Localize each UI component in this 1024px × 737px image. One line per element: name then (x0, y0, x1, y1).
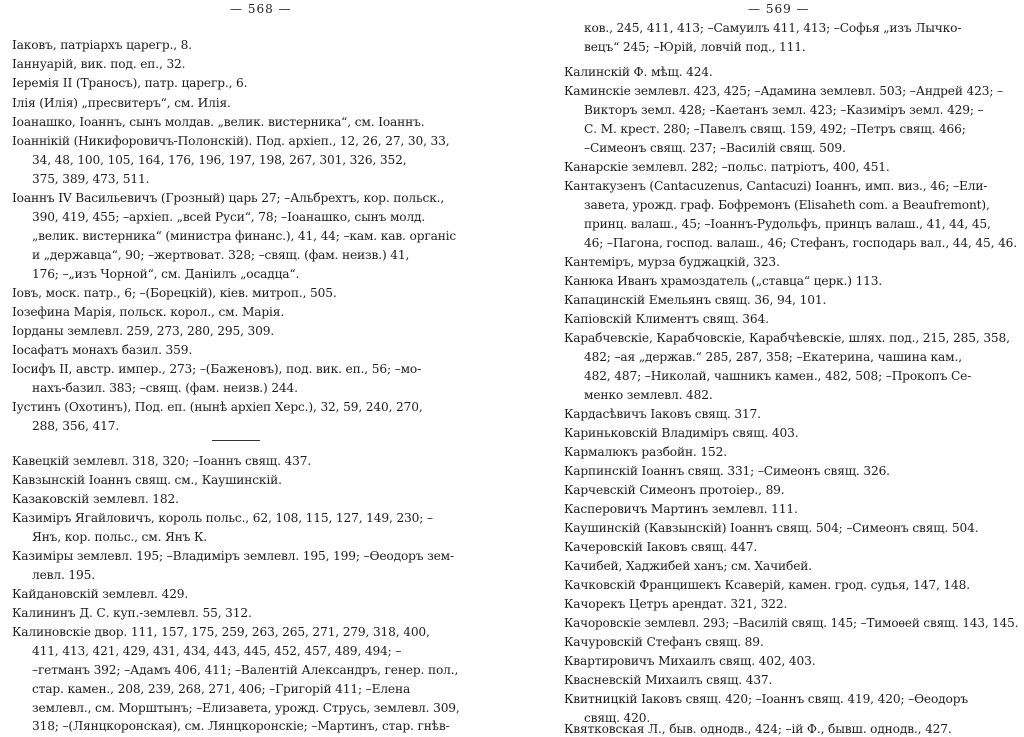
index-line: Каушинскій (Кавзынскій) Іоаннъ свящ. 504; –Симеонъ свящ. 504. (564, 521, 979, 535)
index-line: Качибей, Хаджибей ханъ; см. Хачибей. (564, 559, 812, 573)
index-line: 390, 419, 455; –архіеп. „всей Руси“, 78; –Іоанашко, сынъ молд. (32, 210, 426, 224)
index-line: завета, урожд. граф. Бофремонъ (Elisaheth com. a Beaufremont), (584, 198, 990, 212)
index-line: Качоровскіе землевл. 293; –Василій свящ. 145; –Тимоѳей свящ. 143, 145. (564, 616, 1019, 630)
left-page-number: — 568 — (230, 2, 292, 16)
index-line: Викторъ земл. 428; –Каетанъ земл. 423; –Казиміръ земл. 429; – (584, 103, 984, 117)
index-line: Квятковская Л., быв. однодв., 424; –ій Ф., бывш. однодв., 427. (564, 722, 952, 736)
index-line: Казиміры землевл. 195; –Владиміръ землевл. 195, 199; –Ѳеодоръ зем- (12, 549, 454, 563)
index-line: и „державца“, 90; –жертвоват. 328; –свящ. (фам. неизв.) 41, (32, 248, 410, 262)
index-line: Карабчевскіе, Карабчовскіе, Карабчѣевскіе, шлях. под., 215, 285, 358, (564, 331, 1010, 345)
right-page-lines (512, 0, 1024, 737)
index-line: Канюка Иванъ храмоздатель („ставца“ церк.) 113. (564, 274, 883, 288)
index-line: Качеровскій Іаковъ свящ. 447. (564, 540, 758, 554)
index-line: Іосифъ II, австр. импер., 273; –(Баженовъ), под. вик. еп., 56; –мо- (12, 362, 422, 376)
index-line: Ілія (Илія) „пресвитеръ“, см. Илія. (12, 96, 231, 110)
index-line: 482, 487; –Николай, чашникъ камен., 482, 508; –Прокопъ Се- (584, 369, 972, 383)
index-line: Квитницкій Іаковъ свящ. 420; –Іоаннъ свящ. 419, 420; –Ѳеодоръ (564, 692, 968, 706)
index-line: Кантеміръ, мурза буджацкій, 323. (564, 255, 780, 269)
index-line: Іустинъ (Охотинъ), Под. еп. (нынѣ архіеп Херс.), 32, 59, 240, 270, (12, 400, 423, 414)
index-line: Карчевскій Симеонъ протоіер., 89. (564, 483, 785, 497)
index-line: Кавзынскій Іоаннъ свящ. см., Каушинскій. (12, 473, 282, 487)
index-line: Іозефина Марія, польск. корол., см. Марія. (12, 305, 285, 319)
index-line: Іаковъ, патріархъ царегр., 8. (12, 38, 193, 52)
index-line: 34, 48, 100, 105, 164, 176, 196, 197, 198, 267, 301, 326, 352, (32, 153, 407, 167)
index-line: Іаннуарій, вик. под. еп., 32. (12, 57, 186, 71)
section-divider (212, 440, 260, 441)
index-line: Кантакузенъ (Cantacuzenus, Cantacuzi) Іоаннъ, имп. виз., 46; –Ели- (564, 179, 988, 193)
index-line: Казаковскій землевл. 182. (12, 492, 179, 506)
index-line: Качорекъ Цетръ арендат. 321, 322. (564, 597, 788, 611)
index-line: –Симеонъ свящ. 237; –Василій свящ. 509. (584, 141, 846, 155)
index-line: Качковскій Францишекъ Ксаверій, камен. грод. судья, 147, 148. (564, 578, 970, 592)
index-line: Іеремія II (Траносъ), патр. царегр., 6. (12, 76, 248, 90)
index-line: 318; –(Лянцкоронская), см. Лянцкоронскіе; –Мартинъ, стар. гнѣв- (32, 719, 450, 733)
index-line: 46; –Пагона, господ. валаш., 46; Стефанъ, господарь вал., 44, 45, 46. (584, 236, 1018, 250)
index-line: 482; –ая „держав.“ 285, 287, 358; –Екатерина, чашина кам., (584, 350, 962, 364)
right-page (512, 0, 1024, 737)
index-line: Кармалюкъ разбойн. 152. (564, 445, 727, 459)
index-line: Качуровскій Стефанъ свящ. 89. (564, 635, 764, 649)
index-line: нахъ-базил. 383; –свящ. (фам. неизв.) 244. (32, 381, 298, 395)
index-line: левл. 195. (32, 568, 95, 582)
index-line: Кайдановскій землевл. 429. (12, 587, 189, 601)
index-line: С. М. крест. 280; –Павелъ свящ. 159, 492; –Петръ свящ. 466; (584, 122, 966, 136)
index-line: Капіовскій Климентъ свящ. 364. (564, 312, 769, 326)
index-line: 288, 356, 417. (32, 419, 120, 433)
index-line: принц. валаш., 45; –Іоаннъ-Рудольфъ, принцъ валаш., 41, 44, 45, (584, 217, 991, 231)
index-line: свящ. 420. (584, 711, 651, 725)
index-line: Казиміръ Ягайловичъ, король польс., 62, 108, 115, 127, 149, 230; – (12, 511, 433, 525)
index-line: Іовъ, моск. патр., 6; –(Борецкій), кіев. митроп., 505. (12, 286, 337, 300)
index-line: Квасневскій Михаилъ свящ. 437. (564, 673, 773, 687)
index-line: Капацинскій Емельянъ свящ. 36, 94, 101. (564, 293, 827, 307)
index-line: 176; –„изъ Чорной“, см. Даніилъ „осадца“. (32, 267, 300, 281)
index-line: 411, 413, 421, 429, 431, 434, 443, 445, 452, 457, 489, 494; – (32, 644, 402, 658)
index-line: –гетманъ 392; –Адамъ 406, 411; –Валентій Александръ, генер. пол., (32, 663, 459, 677)
index-line: Касперовичъ Мартинъ землевл. 111. (564, 502, 798, 516)
index-line: Каминскіе землевл. 423, 425; –Адамина землевл. 503; –Андрей 423; – (564, 84, 1003, 98)
index-line: стар. камен., 208, 239, 268, 271, 406; –Григорій 411; –Елена (32, 682, 411, 696)
index-line: менко землевл. 482. (584, 388, 713, 402)
index-line: Янъ, кор. польс., см. Янъ К. (32, 530, 208, 544)
right-page-number: — 569 — (748, 2, 810, 16)
index-line: Іоаннъ IV Васильевичъ (Грозный) царь 27; –Альбрехтъ, кор. польск., (12, 191, 445, 205)
index-line: Іоаннікій (Никифоровичъ-Полонскій). Под. архіеп., 12, 26, 27, 30, 33, (12, 134, 450, 148)
index-line: Калинскій Ф. мѣщ. 424. (564, 65, 713, 79)
index-line: Іосафатъ монахъ базил. 359. (12, 343, 193, 357)
index-line: ков., 245, 411, 413; –Самуилъ 411, 413; –Софья „изъ Лычко- (584, 21, 962, 35)
index-line: „велик. вистерника“ (министра финанс.), 41, 44; –кам. кав. органіс (32, 229, 457, 243)
index-line: Калининъ Д. С. куп.-землевл. 55, 312. (12, 606, 252, 620)
index-line: Іоанашко, Іоаннъ, сынъ молдав. „велик. вистерника“, см. Іоаннъ. (12, 115, 425, 129)
index-line: Калиновскіе двор. 111, 157, 175, 259, 263, 265, 271, 279, 318, 400, (12, 625, 430, 639)
index-line: Карпинскій Іоаннъ свящ. 331; –Симеонъ свящ. 326. (564, 464, 890, 478)
index-line: Кавецкій землевл. 318, 320; –Іоаннъ свящ. 437. (12, 454, 312, 468)
index-line: Канарскіе землевл. 282; –польс. патріотъ, 400, 451. (564, 160, 890, 174)
index-line: вецъ“ 245; –Юрій, ловчій под., 111. (584, 40, 806, 54)
index-line: Кариньковскій Владиміръ свящ. 403. (564, 426, 799, 440)
index-line: Іорданы землевл. 259, 273, 280, 295, 309. (12, 324, 275, 338)
index-line: Кардасѣвичъ Іаковъ свящ. 317. (564, 407, 761, 421)
index-line: 375, 389, 473, 511. (32, 172, 150, 186)
index-line: землевл., см. Морштынъ; –Елизавета, урожд. Струсь, землевл. 309, (32, 701, 460, 715)
index-line: Квартировичъ Михаилъ свящ. 402, 403. (564, 654, 816, 668)
